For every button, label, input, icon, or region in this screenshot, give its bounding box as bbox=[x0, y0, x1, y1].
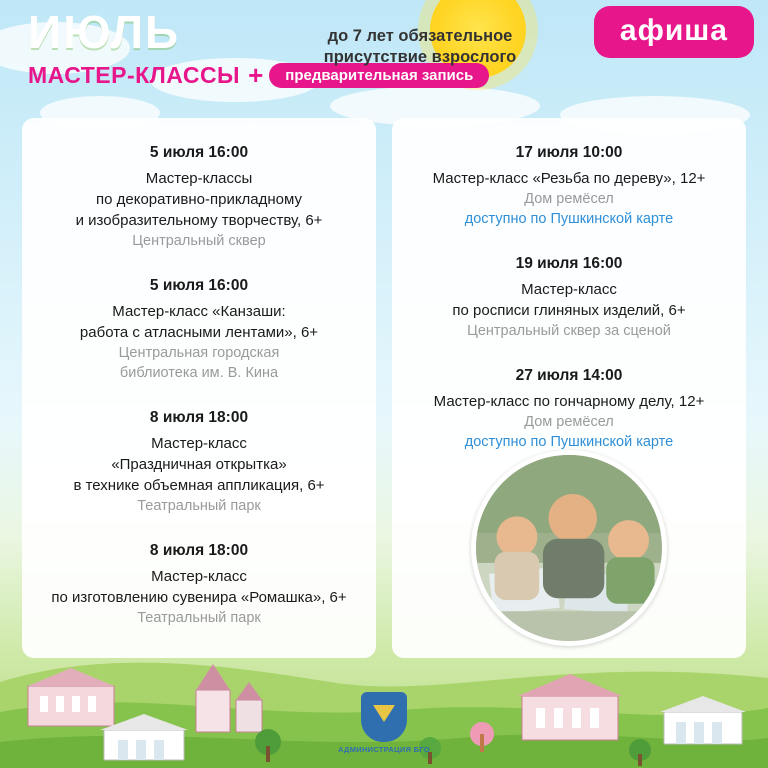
event-venue: Центральный сквер за сценой bbox=[467, 323, 671, 339]
event-item bbox=[40, 277, 358, 383]
event-item bbox=[40, 144, 358, 251]
event-title-line: по декоративно-прикладному bbox=[95, 191, 303, 208]
event-venue: Театральный парк bbox=[137, 498, 261, 514]
pushkin-card-note[interactable]: доступно по Пушкинской карте bbox=[464, 211, 674, 227]
preregistration-badge: предварительная запись bbox=[269, 63, 489, 88]
event-item bbox=[410, 255, 728, 341]
event-date: 27 июля 14:00 bbox=[515, 367, 623, 384]
event-title-line: по росписи глиняных изделий, 6+ bbox=[452, 302, 686, 319]
administration-logo-label: АДМИНИСТРАЦИЯ БГО bbox=[338, 745, 430, 754]
event-title-line: в технике объемная аппликация, 6+ bbox=[73, 477, 325, 494]
plus-sign: + bbox=[248, 60, 264, 90]
poster-header bbox=[0, 0, 768, 118]
shield-icon bbox=[361, 692, 407, 742]
event-venue: Дом ремёсел bbox=[524, 191, 614, 207]
event-date: 19 июля 16:00 bbox=[515, 255, 623, 272]
workshop-photo-image bbox=[476, 455, 662, 641]
event-date: 17 июля 10:00 bbox=[515, 144, 623, 161]
pushkin-card-note[interactable]: доступно по Пушкинской карте bbox=[464, 434, 674, 450]
event-date: 5 июля 16:00 bbox=[149, 277, 249, 294]
afisha-badge: афиша bbox=[594, 6, 754, 58]
event-title-line: «Праздничная открытка» bbox=[111, 456, 287, 473]
event-title-line: работа с атласными лентами», 6+ bbox=[79, 324, 319, 341]
event-title-line: Мастер-классы bbox=[145, 170, 253, 187]
page-title: ИЮЛЬ bbox=[28, 6, 181, 58]
event-item bbox=[410, 144, 728, 229]
event-venue: Центральный сквер bbox=[132, 233, 266, 249]
event-venue: Дом ремёсел bbox=[524, 414, 614, 430]
event-item bbox=[40, 542, 358, 628]
workshop-photo bbox=[471, 450, 667, 646]
event-title-line: Мастер-класс по гончарному делу, 12+ bbox=[433, 393, 705, 410]
administration-logo bbox=[336, 692, 432, 754]
event-title-line: Мастер-класс bbox=[151, 568, 247, 585]
event-venue: Центральная городская bbox=[118, 345, 280, 361]
event-venue: библиотека им. В. Кина bbox=[119, 365, 279, 381]
event-title-line: Мастер-класс bbox=[521, 281, 617, 298]
event-title-line: Мастер-класс bbox=[151, 435, 247, 452]
subtitle: МАСТЕР-КЛАССЫ bbox=[28, 62, 241, 88]
event-date: 8 июля 18:00 bbox=[149, 409, 249, 426]
event-title-line: по изготовлению сувенира «Ромашка», 6+ bbox=[51, 589, 347, 606]
event-date: 5 июля 16:00 bbox=[149, 144, 249, 161]
event-title-line: Мастер-класс «Канзаши: bbox=[112, 303, 286, 320]
events-panel-left bbox=[22, 118, 376, 658]
event-title-line: и изобразительному творчеству, 6+ bbox=[75, 212, 323, 229]
events-panels bbox=[22, 118, 746, 658]
events-panel-right bbox=[392, 118, 746, 658]
age-note: до 7 лет обязательное присутствие взрослого bbox=[323, 27, 517, 66]
event-title-line: Мастер-класс «Резьба по дереву», 12+ bbox=[432, 170, 706, 187]
event-item bbox=[40, 409, 358, 516]
event-venue: Театральный парк bbox=[137, 610, 261, 626]
event-date: 8 июля 18:00 bbox=[149, 542, 249, 559]
event-item bbox=[410, 367, 728, 452]
